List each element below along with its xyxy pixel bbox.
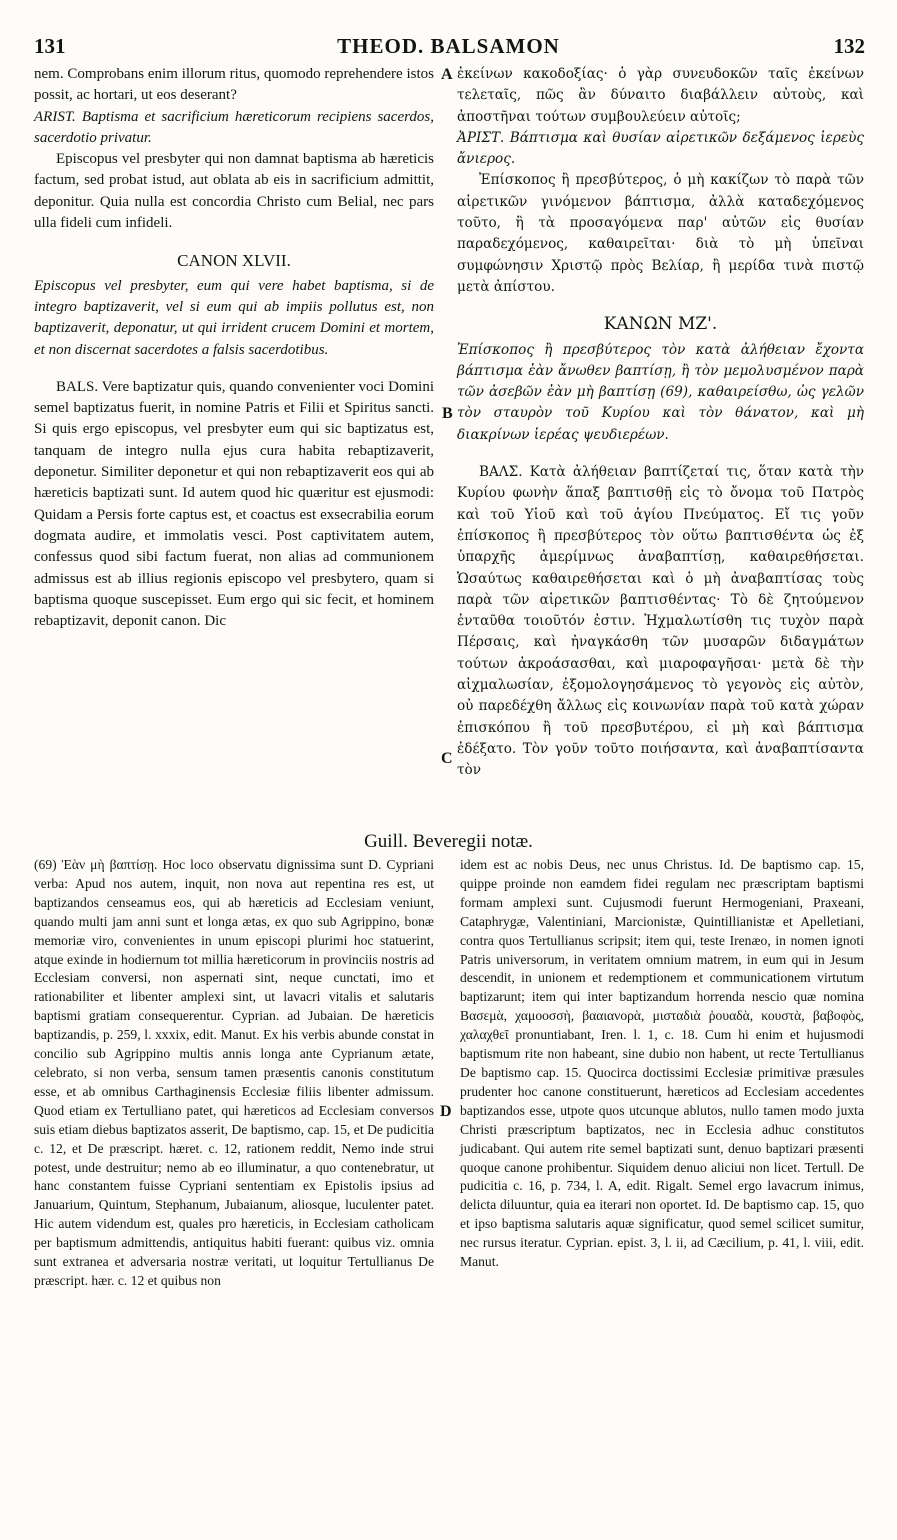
note-69-continuation: idem est ac nobis Deus, nec unus Christus. Id. De baptismo cap. 15, quippe proinde non eamdem fidei regulam nec præscriptam baptismi formam amplexi sunt. Cujusmodi fuerunt Hermogeniani, Praxeani, Cataphrygæ, Valentiniani, Marcionistæ, Quintillianistæ et Apelletiani, contra quos Tertullianus scripsit; item qui, teste Irenæo, in nomen ignoti Patris universorum, in veritatem omnium matrem, in eum qui in Jesum descendit, in unionem et redemptionem et communicationem virtutum baptizarunt; item qui inter baptizandum horrenda nescio quæ nomina Βασεμὰ, χαμοοσσὴ, βααιανορὰ, μισταδιὰ ῥουαδὰ, κουστὰ, βαβοφὸς, χαλαχθεῖ pronuntiabant, Iren. l. 1, c. 18. Cum hi enim et hujusmodi baptismum rite non habeant, sine dubio non habent, ut recte Tertullianus De baptismo cap. 15. Quocirca doctissimi Ecclesiæ primitivæ præsules prudenter hoc canone constituerunt, hæreticos ad Ecclesiam accedentes baptizandos esse, utpote quos utcunque ablutos, nullo tamen modo juxta Christi præscriptum baptizatos, nec in Ecclesia adhuc constitutos judicabant. Qui autem rite semel baptizati sunt, denuo baptizari præsenti quoque canone prohibentur. Siquidem denuo aliciui non licet. Tertull. De pudicitia c. 16, p. 734, l. A, edit. Rigalt. Semel ergo lavacrum inimus, delicta diluuntur, quia ea iterari non oportet. Id. De baptismo cap. 15, quo et ipso baptisma salutaris aquæ significatur, quod semel scilicet sumitur, nec rursus iteratur. Cyprian. epist. 3, l. ii, ad Cæcilium, p. 41, l. viii, edit. Manut.: [460, 857, 864, 1270]
note-69-text: (69) Ἐὰν μὴ βαπτίσῃ. Hoc loco observatu dignissima sunt D. Cypriani verba: Apud nos autem, inquit, non nova aut repentina res est, ut baptizandos censeamus eos, qui ab hæreticis ad Ecclesiam veniunt, quando multi jam anni sunt et longa ætas, ex quo sub Agrippino, bonæ memoriæ viro, convenientes in unum episcopi plurimi hoc statuerint, atque exinde in hodiernum tot millia hæreticorum in provinciis nostris ad Ecclesiam conversi, non aspernati sint, neque cunctati, imo et rationabiliter et libenter amplexi sint, ut lavacri vitalis et salutaris baptismi gratiam consequerentur. Cyprian. ad Jubaian. De hæreticis baptizandis, p. 259, l. xxxix, edit. Manut. Ex his verbis abunde constat in concilio sub Agrippino multis annis longa ante Cyprianum ætate, celebrato, si non verba, sensum tamen præsentis canonis constitutum esse, et ab omnibus Carthaginensis Ecclesiæ filiis libenter admissum. Quod etiam ex Tertulliano patet, qui hæreticos ad Ecclesiam conversos suis etiam diebus baptizatos asserit, De baptismo, cap. 15, et De pudicitia c. 12, et De præscript. hæret. c. 12, rationem reddit, Nemo inde strui potest, unde destruitur; nemo ab eo illuminatur, a quo contenebratur, ut hanc constantem fuisse Cypriani sententiam ex Epistolis ipsius ad Januarium, Quintum, Stephanum, Jubaianum, aliosque, luculenter patet. Hic autem videndum est, quales pro hæreticis, in Ecclesiam catholicam per baptismum admittendis, antiquitus habiti fuerant: quibus viz. omnia sunt extranea et adversaria nostræ veritati, ut loquitur Tertullianus De præscript. hær. c. 12 et quibus non: [34, 857, 434, 1288]
notes-right-column: [460, 856, 864, 1272]
latin-arist-title: ARIST. Baptisma et sacrificium hæreticorum recipiens sacerdos, sacerdotio privatur.: [34, 108, 434, 146]
margin-letter-d: D: [440, 1103, 452, 1120]
greek-arist-text: Ἐπίσκοπος ἢ πρεσβύτερος, ὁ μὴ κακίζων τὸ παρὰ τῶν αἱρετικῶν γινόμενον βάπτισμα, ἀλλὰ καταδεχόμενος τοῦτο, ἢ τὰ προσαγόμενα παρ' αὐτῶν εἰς θυσίαν παραδεχόμενος, καθαιρεῖται· διὰ τὸ μὴ ὑπεῖναι συμφώνησιν Χριστῷ πρὸς Βελίαρ, ἢ μερίδα τινὰ πιστῷ μετὰ ἀπίστου.: [457, 172, 864, 295]
greek-column: [457, 64, 864, 782]
running-header: [0, 34, 897, 64]
greek-intro: ἐκείνων κακοδοξίας· ὁ γὰρ συνευδοκῶν ταῖς ἐκείνων τελεταῖς, πῶς ἂν δύναιτο διαβάλλειν αὐτοὺς, καὶ ἀποστῆναι τούτων συμβουλεύειν αὐτοῖς;: [457, 66, 864, 125]
greek-canon-text: Ἐπίσκοπος ἢ πρεσβύτερος τὸν κατὰ ἀλήθειαν ἔχοντα βάπτισμα ἐὰν ἄνωθεν βαπτίσῃ, ἢ τὸν μεμολυσμένον παρὰ τῶν ἀσεβῶν ἐὰν μὴ βαπτίσῃ (69), καθαιρείσθω, ὡς γελῶν τὸν σταυρὸν τοῦ Κυρίου καὶ τὸν θάνατον, καὶ μὴ διακρίνων ἱερέας ψευδιερέων.: [457, 341, 864, 443]
page-number-left: 131: [34, 34, 66, 58]
latin-arist-text: Episcopus vel presbyter qui non damnat baptisma ab hæreticis factum, sed probat istud, aut oblata ab eis in sacrificium admittit, deponitur. Quia nulla est concordia Christo cum Belial, nec pars ulla fideli cum infideli.: [34, 151, 434, 232]
latin-column: [34, 64, 434, 632]
notes-left-column: [34, 856, 434, 1291]
latin-intro: nem. Comprobans enim illorum ritus, quomodo reprehendere istos possit, ac hortari, ut eos deserant?: [34, 66, 434, 104]
greek-bals-text: ΒΑΛΣ. Κατὰ ἀλήθειαν βαπτίζεταί τις, ὅταν κατὰ τὴν Κυρίου φωνὴν ἅπαξ βαπτισθῇ εἰς τὸ ὄνομα τοῦ Πατρὸς καὶ τοῦ Υἱοῦ καὶ τοῦ ἁγίου Πνεύματος. Εἴ τις γοῦν ἐπίσκοπος ἢ πρεσβύτερος τὸν οὕτω βαπτισθέντα ὡς ἐξ ὑπαρχῆς ἀμερίμνως ἀναβαπτίσῃ, καθαιρεθήσεται. Ὡσαύτως καθαιρεθήσεται καὶ ὁ μὴ ἀναβαπτίσας τοὺς παρὰ τῶν αἱρετικῶν βαπτισθέντας· Τὸ δὲ ζητούμενον ἐνταῦθα τοιοῦτόν ἐστιν. Ἠχμαλωτίσθη τις τυχὸν παρὰ Πέρσαις, καὶ ἠναγκάσθη τῶν μυσαρῶν διδαγμάτων τούτων ἀκροάσασθαι, καὶ μιαροφαγῆσαι· μετὰ δὲ τὴν αἰχμαλωσίαν, ἐξομολογησάμενος τὸ γεγονὸς εἰς αὐτὸν, οὐ παρεδέχθη ἄλλως εἰς κοινωνίαν παρὰ τοῦ κατὰ χώραν ἐπισκόπου ἢ τοῦ πρεσβυτέρου, εἰ μὴ καὶ βάπτισμα ἐδέξατο. Τὸν γοῦν τοῦτο ποιήσαντα, καὶ ἀναβαπτίσαντα τὸν: [457, 464, 864, 779]
margin-letter-b: B: [442, 405, 453, 422]
latin-canon-text: Episcopus vel presbyter, eum qui vere habet baptisma, si de integro baptizaverit, vel si eum qui ab impiis pollutus est, non baptizaverit, deponatur, ut qui irrident crucem Domini et mortem, et non discernat sacerdotes a falsis sacerdotibus.: [34, 277, 434, 358]
page-number-right: 132: [833, 34, 865, 58]
margin-letter-a: A: [441, 66, 453, 83]
notes-heading: Guill. Beveregii notæ.: [364, 831, 533, 852]
latin-bals-text: BALS. Vere baptizatur quis, quando convenienter voci Domini semel baptizatus fuerit, in nomine Patris et Filii et Spiritus sancti. Si quis ergo episcopus, vel presbyter eum qui sic baptizatus est, tanquam de integro nulla ejus cura habita rebaptizaverit, deponetur. Similiter deponetur et qui non rebaptizaverit eos qui ab hæreticis baptizati sunt. Id autem quod hic quæritur est ejusmodi: Quidam a Persis forte captus est, et coactus est exsecrabilia eorum dogmata audire, et immolatis vesci. Post captivitatem autem, confessus quod sibi factum fuerat, non alias ad communionem admissus est ab illius regionis episcopo vel presbytero, quam si baptisma quoque suscepisset. Eum ergo qui sic fecit, et hominem rebaptizavit, deponit canon. Dic: [34, 378, 434, 630]
running-title: THEOD. BALSAMON: [337, 34, 560, 58]
latin-canon-heading: CANON XLVII.: [177, 251, 291, 271]
greek-arist-title: ἈΡΙΣΤ. Βάπτισμα καὶ θυσίαν αἱρετικῶν δεξάμενος ἱερεὺς ἄνιερος.: [457, 129, 864, 168]
margin-letter-c: C: [441, 750, 453, 767]
greek-canon-heading: ΚΑΝΩΝ ΜΖ'.: [603, 314, 718, 335]
